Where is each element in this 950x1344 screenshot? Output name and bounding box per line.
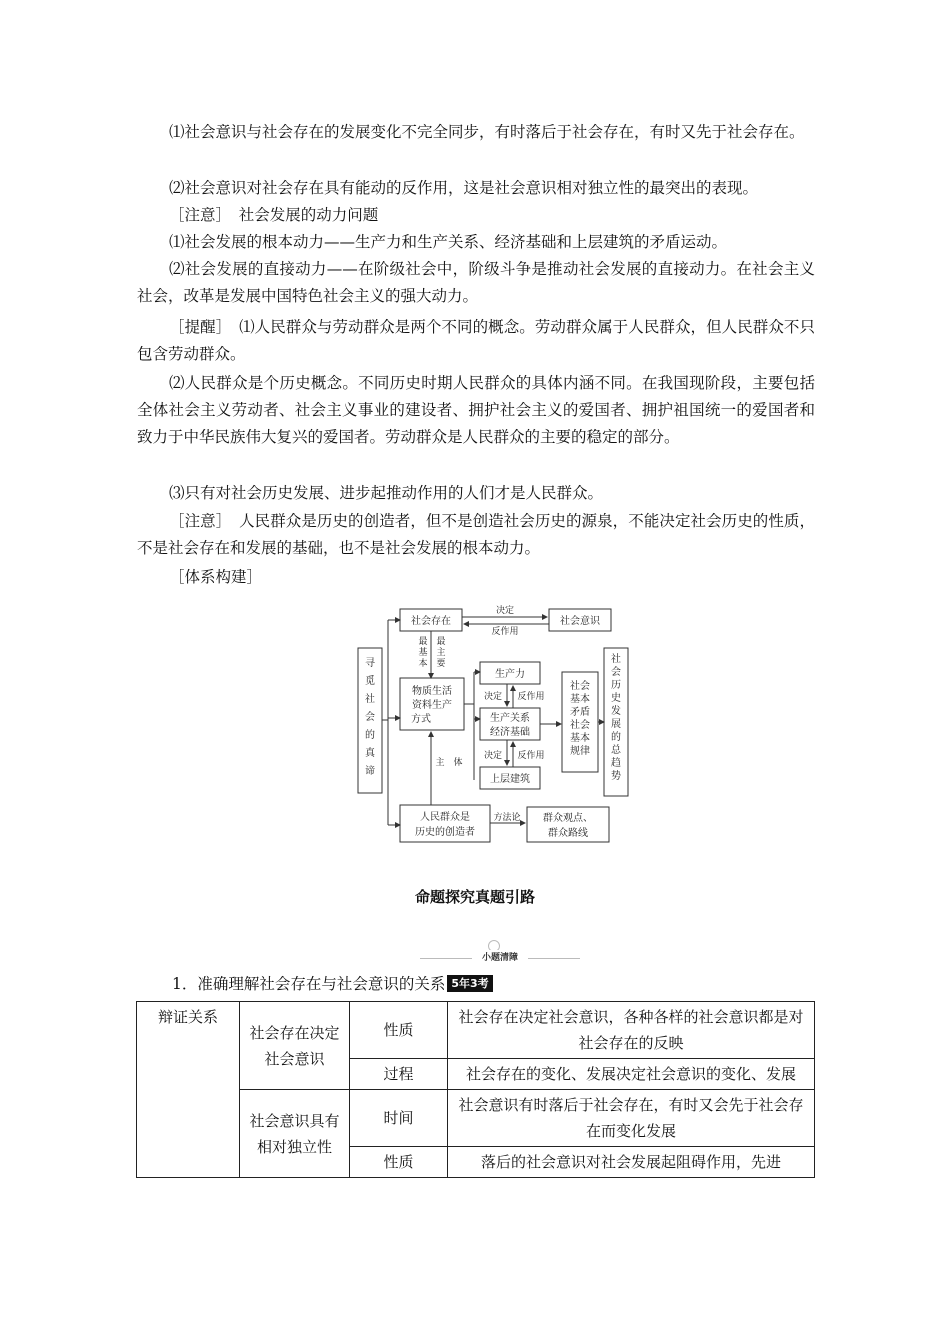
root-char-5: 的 (365, 730, 375, 741)
production-mode-line-1: 物质生活 (412, 686, 452, 697)
root-char-1: 寻 (365, 658, 375, 669)
most-main-3: 要 (436, 659, 446, 669)
react-b-label: 反作用 (517, 751, 545, 761)
paragraph-4: ⑵社会发展的直接动力——在阶级社会中，阶级斗争是推动社会发展的直接动力。在社会主义社会，改革是发展中国特色社会主义的强大动力。 (137, 260, 815, 305)
production-mode-line-3: 方式 (411, 714, 431, 725)
trend-char-2: 会 (611, 667, 621, 678)
aspect-cell: 时间 (350, 1090, 448, 1147)
most-main-2: 主 (436, 648, 446, 658)
production-mode-line-2: 资料生产 (412, 700, 452, 711)
content-cell: 社会存在决定社会意识，各种各样的社会意识都是对社会存在的反映 (448, 1002, 815, 1059)
badge-label: 小题清障 (472, 950, 528, 966)
paragraph-3: ⑴社会发展的根本动力——生产力和生产关系、经济基础和上层建筑的矛盾运动。 (169, 233, 728, 251)
social-existence-label: 社会存在 (411, 616, 451, 627)
mass-line-label-1: 群众观点、 (543, 813, 593, 824)
group-relative-independence: 社会意识具有相对独立性 (240, 1090, 350, 1178)
trend-char-5: 发 (611, 706, 621, 717)
group-existence-decides: 社会存在决定社会意识 (240, 1002, 350, 1090)
section-title: 命题探究真题引路 (414, 888, 535, 906)
most-main-1: 最 (436, 637, 446, 647)
masses-label-1: 人民群众是 (420, 812, 470, 823)
note-paragraph-2: ［注意］ 人民群众是历史的创造者，但不是创造社会历史的源泉，不能决定社会历史的性质，不是社会存在和发展的基础，也不是社会发展的根本动力。 (137, 512, 815, 557)
social-consciousness-label: 社会意识 (560, 616, 600, 627)
subject-label: 主 体 (435, 758, 463, 768)
paragraph-6: ⑶只有对社会历史发展、进步起推动作用的人们才是人民群众。 (169, 484, 604, 502)
question-line (172, 972, 493, 996)
superstructure-label: 上层建筑 (490, 774, 530, 785)
react-a-label: 反作用 (517, 692, 545, 702)
relations-label-1: 生产关系 (490, 713, 530, 724)
decides-label: 决定 (495, 606, 515, 616)
content-cell: 社会存在的变化、发展决定社会意识的变化、发展 (448, 1059, 815, 1090)
reminder-paragraph: ［提醒］ ⑴人民群众与劳动群众是两个不同的概念。劳动群众属于人民群众，但人民群众不只包含劳动群众。 (137, 318, 815, 363)
masses-label-2: 历史的创造者 (415, 827, 475, 838)
paragraph-2: ⑵社会意识对社会存在具有能动的反作用，这是社会意识相对独立性的最突出的表现。 (169, 179, 759, 197)
col-dialectic: 辩证关系 (137, 1002, 240, 1178)
content-cell: 落后的社会意识对社会发展起阻碍作用，先进 (448, 1147, 815, 1178)
productive-forces-label: 生产力 (495, 669, 525, 680)
aspect-cell: 性质 (350, 1147, 448, 1178)
aspect-cell: 性质 (350, 1002, 448, 1059)
basic-contra-line-1: 社会 (570, 681, 590, 692)
root-char-7: 谛 (365, 766, 375, 777)
basic-contra-line-4: 社会 (570, 720, 590, 731)
paragraph-1: ⑴社会意识与社会存在的发展变化不完全同步，有时落后于社会存在，有时又先于社会存在。 (169, 123, 805, 141)
trend-char-7: 的 (611, 732, 621, 743)
concept-diagram (355, 600, 635, 850)
methodology-label: 方法论 (493, 813, 521, 823)
trend-char-1: 社 (611, 654, 621, 665)
most-basic-1: 最 (418, 637, 428, 647)
basic-contra-line-6: 规律 (570, 746, 590, 757)
question-tag: 5年3考 (447, 975, 492, 992)
system-construction-heading: ［体系构建］ (169, 568, 263, 586)
reaction-label: 反作用 (491, 627, 519, 637)
decide-b-label: 决定 (483, 751, 503, 761)
decide-a-label: 决定 (483, 692, 503, 702)
basic-contra-line-5: 基本 (570, 733, 590, 744)
relations-label-2: 经济基础 (490, 727, 530, 738)
content-cell: 社会意识有时落后于社会存在，有时又会先于社会存在而变化发展 (448, 1090, 815, 1147)
most-basic-2: 基 (418, 648, 428, 658)
root-char-2: 觅 (365, 676, 375, 687)
basic-contra-line-2: 基本 (570, 694, 590, 705)
basic-contra-line-3: 矛盾 (570, 707, 590, 718)
trend-char-9: 趋 (611, 758, 621, 769)
trend-char-8: 总 (611, 745, 621, 756)
root-char-4: 会 (365, 712, 375, 723)
trend-char-6: 展 (611, 719, 621, 730)
question-text: 1．准确理解社会存在与社会意识的关系 (172, 975, 446, 993)
trend-char-4: 史 (611, 693, 621, 704)
relation-table (136, 1001, 815, 1178)
root-char-3: 社 (365, 694, 375, 705)
mass-line-label-2: 群众路线 (548, 828, 588, 839)
most-basic-3: 本 (418, 659, 428, 669)
trend-char-3: 历 (611, 680, 621, 691)
trend-char-10: 势 (611, 771, 621, 782)
paragraph-5: ⑵人民群众是个历史概念。不同历史时期人民群众的具体内涵不同。在我国现阶段，主要包括全体社会主义劳动者、社会主义事业的建设者、拥护社会主义的爱国者、拥护祖国统一的爱国者和致力于中华民族伟大复兴的爱国者。劳动群众是人民群众的主要的稳定的部分。 (137, 374, 815, 446)
note-heading-1: ［注意］ 社会发展的动力问题 (169, 206, 379, 224)
root-char-6: 真 (365, 748, 375, 759)
aspect-cell: 过程 (350, 1059, 448, 1090)
